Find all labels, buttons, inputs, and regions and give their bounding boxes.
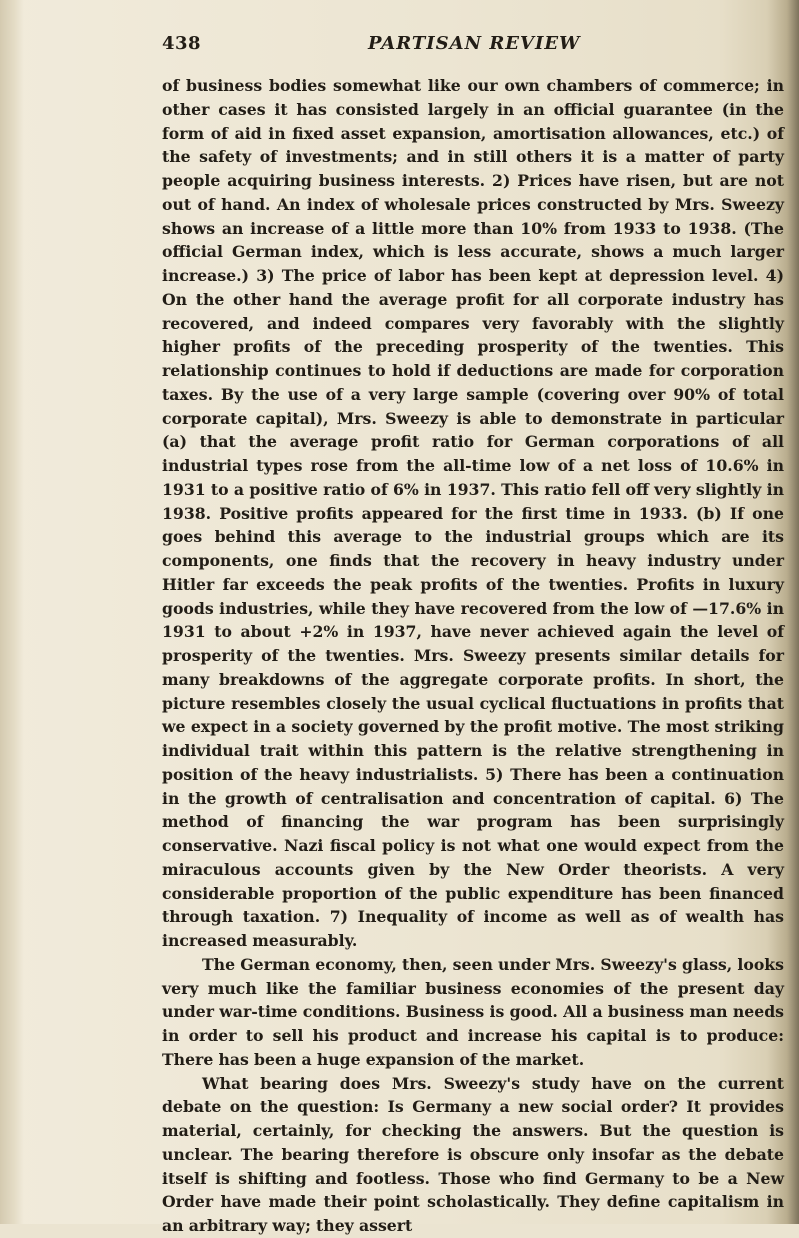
running-head [162,33,782,57]
page-number: 438 [162,33,202,54]
journal-title: PARTISAN REVIEW [368,33,581,54]
paragraph-2: The German economy, then, seen under Mrs. Sweezy's glass, looks very much like the familiar business economies of the present day under war-time conditions. Business is good. All a business man needs in order to sell his product and increase his capital is to produce: There has been a huge expansion of the market. [162,954,784,1069]
body-text [162,74,784,1238]
page-gutter [0,0,24,1224]
paragraph-1: of business bodies somewhat like our own chambers of commerce; in other cases it has consisted largely in an official guarantee (in the form of aid in fixed asset expansion, amortisation allowances, etc.) of the safety of investments; and in still others it is a matter of party people acquiring business interests. 2) Prices have risen, but are not out of hand. An index of wholesale prices constructed by Mrs. Sweezy shows an increase of a little more than 10% from 1933 to 1938. (The official German index, which is less accurate, shows a much larger increase.) 3) The price of labor has been kept at depression level. 4) On the other hand the average profit for all corporate industry has recovered, and indeed compares very favorably with the slightly higher profits of the preceding prosperity of the twenties. This relationship continues to hold if deductions are made for corporation taxes. By the use of a very large sample (covering over 90% of total corporate capital), Mrs. Sweezy is able to demonstrate in particular (a) that the average profit ratio for German corporations of all industrial types rose from the all-time low of a net loss of 10.6% in 1931 to a positive ratio of 6% in 1937. This ratio fell off very slightly in 1938. Positive profits appeared for the first time in 1933. (b) If one goes behind this average to the industrial groups which are its components, one finds that the recovery in heavy industry under Hitler far exceeds the peak profits of the twenties. Profits in luxury goods industries, while they have recovered from the low of —17.6% in 1931 to about +2% in 1937, have never achieved again the level of prosperity of the twenties. Mrs. Sweezy presents similar details for many breakdowns of the aggregate corporate profits. In short, the picture resembles closely the usual cyclical fluctuations in profits that we expect in a society governed by the profit motive. The most striking individual trait within this pattern is the relative strengthening in position of the heavy industrialists. 5) There has been a continuation in the growth of centralisation and concentration of capital. 6) The method of financing the war program has been surprisingly conservative. Nazi fiscal policy is not what one would expect from the miraculous accounts given by the New Order theorists. A very considerable proportion of the public expenditure has been financed through taxation. 7) Inequality of income as well as of wealth has increased measurably. [162,76,784,950]
paragraph-3: What bearing does Mrs. Sweezy's study have on the current debate on the question: Is Germany a new social order? It provides material, certainly, for checking the answers. But the question is unclear. The bearing therefore is obscure only insofar as the debate itself is shifting and footless. Those who find Germany to be a New Order have made their point scholastically. They define capitalism in an arbitrary way; they assert [162,1073,784,1235]
